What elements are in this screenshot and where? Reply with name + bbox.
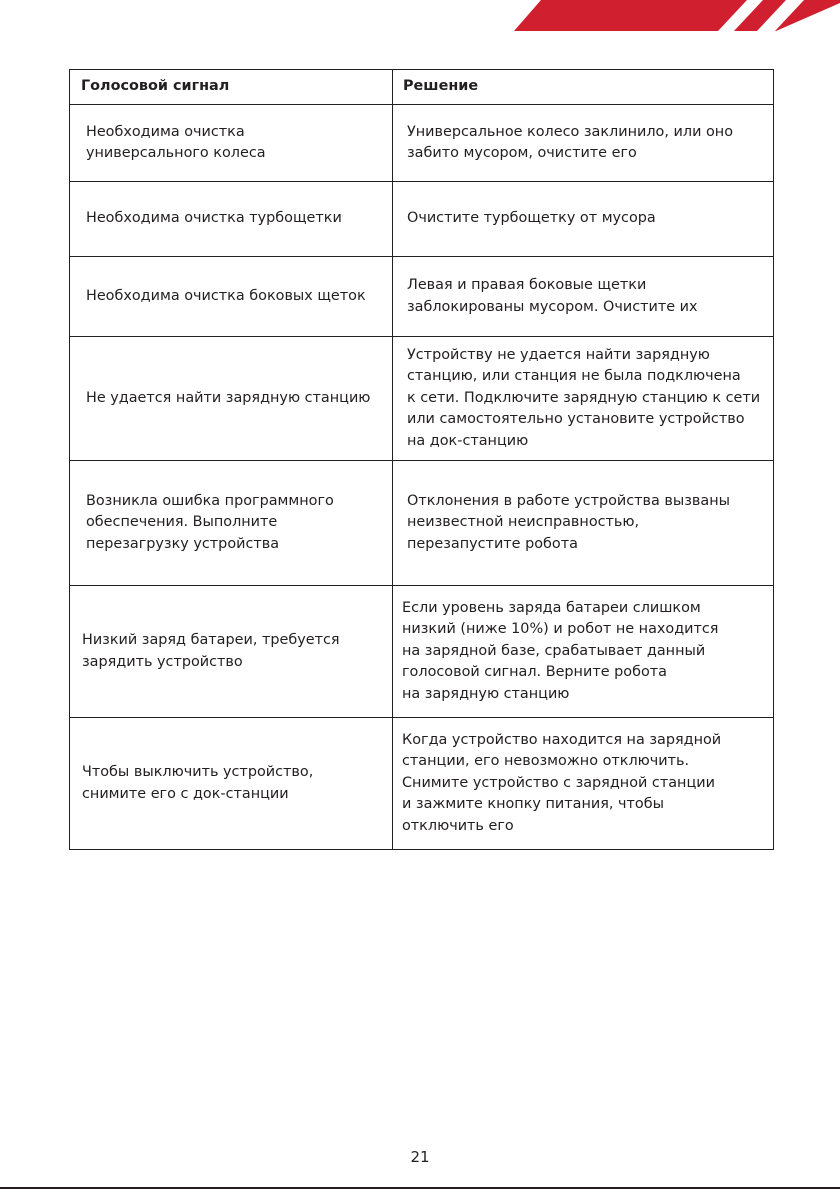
signal-text: Низкий заряд батареи, требуется зарядить устройство [82, 632, 340, 670]
table-row [70, 257, 774, 337]
solution-text: Когда устройство находится на зарядной станции, его невозможно отключить. Снимите устройство с зарядной станции и зажмите кнопку питания, чтобы отключить его [402, 731, 722, 834]
signal-cell [70, 105, 393, 182]
signal-cell [70, 182, 393, 257]
signal-text: Чтобы выключить устройство, снимите его с док-станции [82, 764, 314, 802]
table-row [70, 337, 774, 461]
signal-text: Необходима очистка боковых щеток [86, 287, 366, 304]
table-header-row [70, 70, 774, 105]
signal-text: Необходима очистка турбощетки [86, 210, 342, 227]
solution-text: Левая и правая боковые щетки заблокированы мусором. Очистите их [407, 277, 698, 315]
signal-cell [70, 257, 393, 337]
solution-text: Отклонения в работе устройства вызваны неизвестной неисправностью, перезапустите робота [407, 492, 730, 552]
table-row [70, 586, 774, 718]
solution-cell [393, 182, 774, 257]
solution-cell [393, 337, 774, 461]
header-signal: Голосовой сигнал [70, 70, 393, 105]
signal-cell [70, 337, 393, 461]
signal-text: Возникла ошибка программного обеспечения. Выполните перезагрузку устройства [86, 492, 334, 552]
solution-cell [393, 461, 774, 586]
solution-text: Устройству не удается найти зарядную станцию, или станция не была подключена к сети. Подключите зарядную станцию к сети или самостоятельно установите устройство на док-станцию [407, 346, 761, 449]
table-row [70, 718, 774, 850]
solution-cell [393, 105, 774, 182]
troubleshooting-table [69, 69, 774, 850]
brand-corner-stripes [0, 0, 840, 34]
bottom-divider [0, 1187, 840, 1189]
signal-text: Необходима очистка универсального колеса [86, 123, 266, 161]
page-number: 21 [410, 1148, 430, 1166]
header-solution: Решение [393, 70, 774, 105]
solution-cell [393, 718, 774, 850]
table-row [70, 105, 774, 182]
solution-cell [393, 586, 774, 718]
signal-cell [70, 718, 393, 850]
signal-cell [70, 586, 393, 718]
signal-cell [70, 461, 393, 586]
solution-text: Очистите турбощетку от мусора [407, 210, 656, 227]
signal-text: Не удается найти зарядную станцию [86, 389, 371, 406]
table-row [70, 182, 774, 257]
solution-cell [393, 257, 774, 337]
solution-text: Универсальное колесо заклинило, или оно забито мусором, очистите его [407, 123, 734, 161]
solution-text: Если уровень заряда батареи слишком низкий (ниже 10%) и робот не находится на зарядной базе, срабатывает данный голосовой сигнал. Верните робота на зарядную станцию [402, 599, 719, 702]
table-row [70, 461, 774, 586]
